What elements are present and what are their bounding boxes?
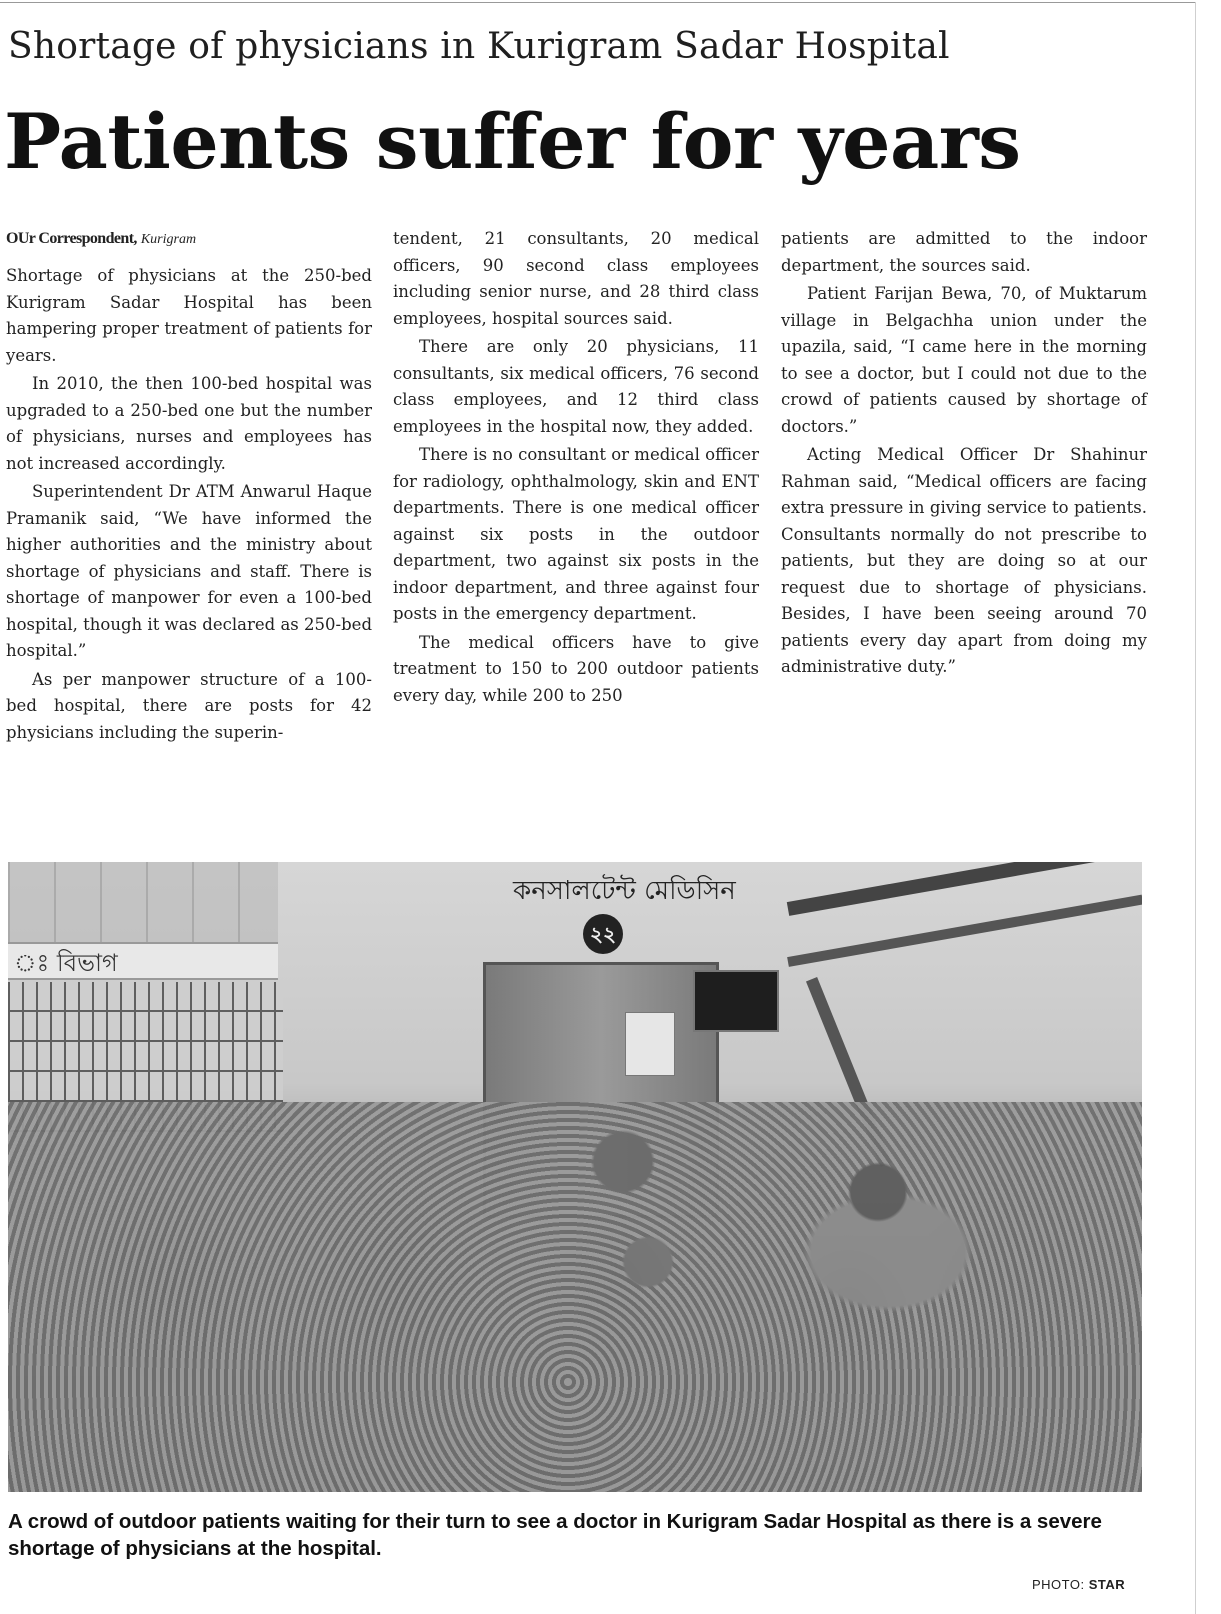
photo-window-grid xyxy=(8,862,278,942)
main-headline: Patients suffer for years xyxy=(4,97,1021,186)
photo-room-number: ২২ xyxy=(583,914,623,954)
article-paragraph: The medical officers have to give treatment to 150 to 200 outdoor patients every day, while 200 to 250 xyxy=(393,632,759,705)
article-paragraph: As per manpower structure of a 100-bed hospital, there are posts for 42 physicians including the superin- xyxy=(6,669,372,742)
article-paragraph: There are only 20 physicians, 11 consultants, six medical officers, 76 second class employees, and 12 third class employees in the hospital now, they added. xyxy=(393,337,759,436)
news-photo xyxy=(8,862,1142,1492)
article-paragraph: There is no consultant or medical officer for radiology, ophthalmology, skin and ENT departments. There is one medical officer against six posts in the outdoor department, two against six posts in the indoor department, and three against four posts in the emergency department. xyxy=(393,445,759,623)
article-paragraph: Shortage of physicians at the 250-bed Kurigram Sadar Hospital has been hampering proper treatment of patients for years. xyxy=(6,266,372,365)
photo-sign-department: ঃ বিভাগ xyxy=(8,942,278,980)
photo-crowd-of-patients xyxy=(8,1102,1142,1492)
byline xyxy=(6,226,372,253)
article-paragraph: Patient Farijan Bewa, 70, of Muktarum village in Belgachha union under the upazila, said, “I came here in the morning to see a doctor, but I could not due to the crowd of patients caused by shortage of doctors.” xyxy=(781,284,1147,436)
photo-credit-source: STAR xyxy=(1088,1577,1126,1592)
article-paragraph: Superintendent Dr ATM Anwarul Haque Pramanik said, “We have informed the higher authorities and the ministry about shortage of physicians and staff. There is shortage of manpower for even a 100-bed hospital, though it was declared as 250-bed hospital.” xyxy=(6,482,372,660)
byline-place: Kurigram xyxy=(140,232,197,247)
photo-door-nameplate xyxy=(693,970,779,1032)
byline-name: OUr Correspondent, xyxy=(6,230,137,247)
article-column-3 xyxy=(781,226,1147,681)
article-paragraph: Acting Medical Officer Dr Shahinur Rahman said, “Medical officers are facing extra pressure in giving service to patients. Consultants normally do not prescribe to patients, but they are doing so at our request due to shortage of physicians. Besides, I have been seeing around 70 patients every day apart from doing my administrative duty.” xyxy=(781,445,1147,676)
article-paragraph: tendent, 21 consultants, 20 medical officers, 90 second class employees including senior nurse, and 28 third class employees, hospital sources said. xyxy=(393,229,759,328)
photo-credit-label: PHOTO: xyxy=(1032,1577,1089,1592)
article-paragraph: In 2010, the then 100-bed hospital was upgraded to a 250-bed one but the number of physicians, nurses and employees has not increased accordingly. xyxy=(6,374,372,473)
article-column-2 xyxy=(393,226,759,709)
photo-caption: A crowd of outdoor patients waiting for their turn to see a doctor in Kurigram Sadar Hospital as there is a severe shortage of physicians at the hospital. xyxy=(8,1510,1102,1560)
top-rule xyxy=(0,2,1195,3)
photo-sign-consultant-medicine: কনসালটেন্ট মেডিসিন xyxy=(513,876,736,906)
article-column-1 xyxy=(6,226,372,746)
kicker-headline: Shortage of physicians in Kurigram Sadar Hospital xyxy=(8,26,950,67)
photo-notice-paper xyxy=(625,1012,675,1076)
photo-credit xyxy=(1032,1577,1125,1592)
right-rule xyxy=(1195,2,1196,1614)
article-paragraph: patients are admitted to the indoor department, the sources said. xyxy=(781,229,1147,275)
